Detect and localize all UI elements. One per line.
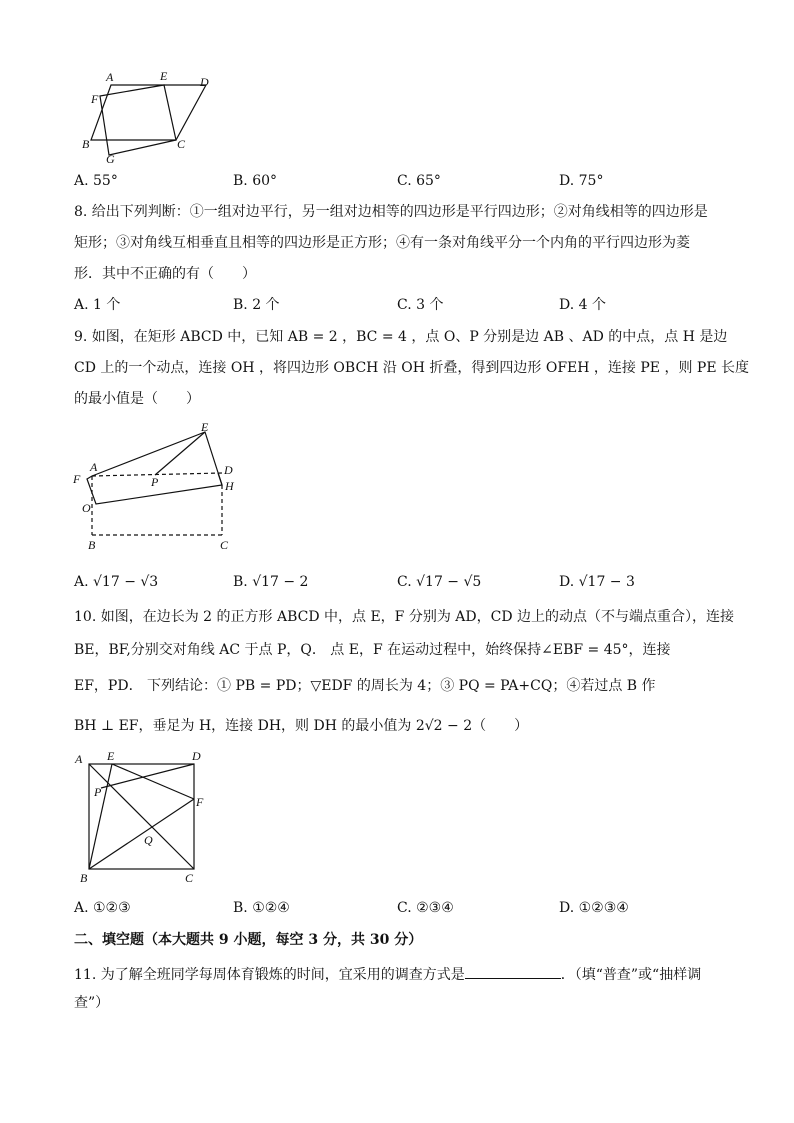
q11-text-a: 11. 为了解全班同学每周体育锻炼的时间，宜采用的调查方式是	[74, 967, 465, 983]
q11-text-b: ．（填“普查”或“抽样调	[560, 967, 702, 983]
label-f: F	[73, 472, 81, 486]
q10-line-4: BH ⊥ EF，垂足为 H，连接 DH，则 DH 的最小值为 2√2 − 2（ ）	[74, 718, 529, 734]
segment-pe	[155, 432, 205, 475]
parallelogram-abcd	[91, 85, 206, 140]
label-b: B	[80, 871, 88, 885]
q7-option-b: B. 60°	[233, 173, 278, 189]
q8-option-d: D. 4 个	[559, 297, 606, 313]
label-p: P	[94, 785, 102, 799]
q8-option-a: A. 1 个	[74, 297, 121, 313]
q7-option-a: A. 55°	[74, 173, 118, 189]
label-o: O	[82, 501, 91, 515]
q8-option-b: B. 2 个	[233, 297, 280, 313]
label-e: E	[107, 749, 115, 763]
q8-line-2: 矩形；③对角线互相垂直且相等的四边形是正方形；④有一条对角线平分一个内角的平行四边形为菱	[74, 235, 690, 251]
label-q: Q	[144, 833, 153, 847]
q7-option-d: D. 75°	[559, 173, 604, 189]
q9-option-c: C. √17 − √5	[397, 574, 482, 590]
label-p: P	[151, 475, 159, 489]
label-g: G	[106, 152, 115, 165]
q11-answer-blank[interactable]	[465, 964, 561, 979]
q7-option-c: C. 65°	[397, 173, 441, 189]
segment-bf	[89, 799, 194, 869]
q10-option-d: D. ①②③④	[559, 900, 629, 916]
q9-option-d: D. √17 − 3	[559, 574, 635, 590]
q7-figure	[76, 70, 226, 165]
q9-line-3: 的最小值是（ ）	[74, 391, 200, 407]
label-b: B	[88, 538, 96, 552]
label-f: F	[91, 92, 99, 106]
q10-line-1: 10. 如图，在边长为 2 的正方形 ABCD 中，点 E，F 分别为 AD，CD 边上的动点（不与端点重合），连接	[74, 609, 735, 625]
q11-line-1	[74, 964, 701, 985]
q10-line-3: EF，PD． 下列结论：① PB = PD；▽EDF 的周长为 4；③ PQ = PA+CQ；④若过点 B 作	[74, 678, 656, 694]
q11-line-2: 查”）	[74, 995, 110, 1011]
label-a: A	[90, 460, 98, 474]
segment-be	[89, 764, 112, 869]
q8-line-1: 8. 给出下列判断：①一组对边平行，另一组对边相等的四边形是平行四边形；②对角线相等的四边形是	[74, 204, 708, 220]
rectangle-efgc	[100, 85, 176, 155]
label-c: C	[185, 871, 194, 885]
label-d: D	[192, 749, 201, 763]
label-c: C	[177, 137, 186, 151]
q10-option-a: A. ①②③	[74, 900, 131, 916]
segment-pd	[101, 764, 194, 788]
q9-line-2: CD 上的一个动点，连接 OH ，将四边形 OBCH 沿 OH 折叠，得到四边形 OFEH ，连接 PE ，则 PE 长度	[74, 360, 750, 376]
q9-figure	[70, 418, 245, 558]
label-d: D	[224, 463, 233, 477]
label-a: A	[75, 752, 83, 766]
q9-option-b: B. √17 − 2	[233, 574, 309, 590]
diagonal-ac	[89, 764, 194, 869]
section-2-heading: 二、填空题（本大题共 9 小题，每空 3 分，共 30 分）	[74, 932, 423, 948]
q10-figure	[72, 748, 207, 888]
label-c: C	[220, 538, 229, 552]
label-f: F	[196, 795, 204, 809]
label-e: E	[160, 70, 168, 83]
quad-ofeh	[87, 432, 222, 504]
label-a: A	[106, 70, 114, 84]
q10-option-b: B. ①②④	[233, 900, 290, 916]
q9-option-a: A. √17 − √3	[74, 574, 159, 590]
q9-line-1: 9. 如图，在矩形 ABCD 中，已知 AB = 2 ，BC = 4 ，点 O、P 分别是边 AB 、AD 的中点，点 H 是边	[74, 329, 728, 345]
label-h: H	[225, 479, 234, 493]
label-e: E	[201, 420, 209, 434]
q8-option-c: C. 3 个	[397, 297, 444, 313]
q10-line-2: BE，BF,分别交对角线 AC 于点 P，Q． 点 E，F 在运动过程中，始终保持∠EBF = 45°，连接	[74, 642, 671, 658]
q8-line-3: 形．其中不正确的有（ ）	[74, 266, 256, 282]
segment-dh	[218, 473, 222, 485]
q10-option-c: C. ②③④	[397, 900, 454, 916]
label-d: D	[200, 75, 209, 89]
label-b: B	[82, 137, 90, 151]
